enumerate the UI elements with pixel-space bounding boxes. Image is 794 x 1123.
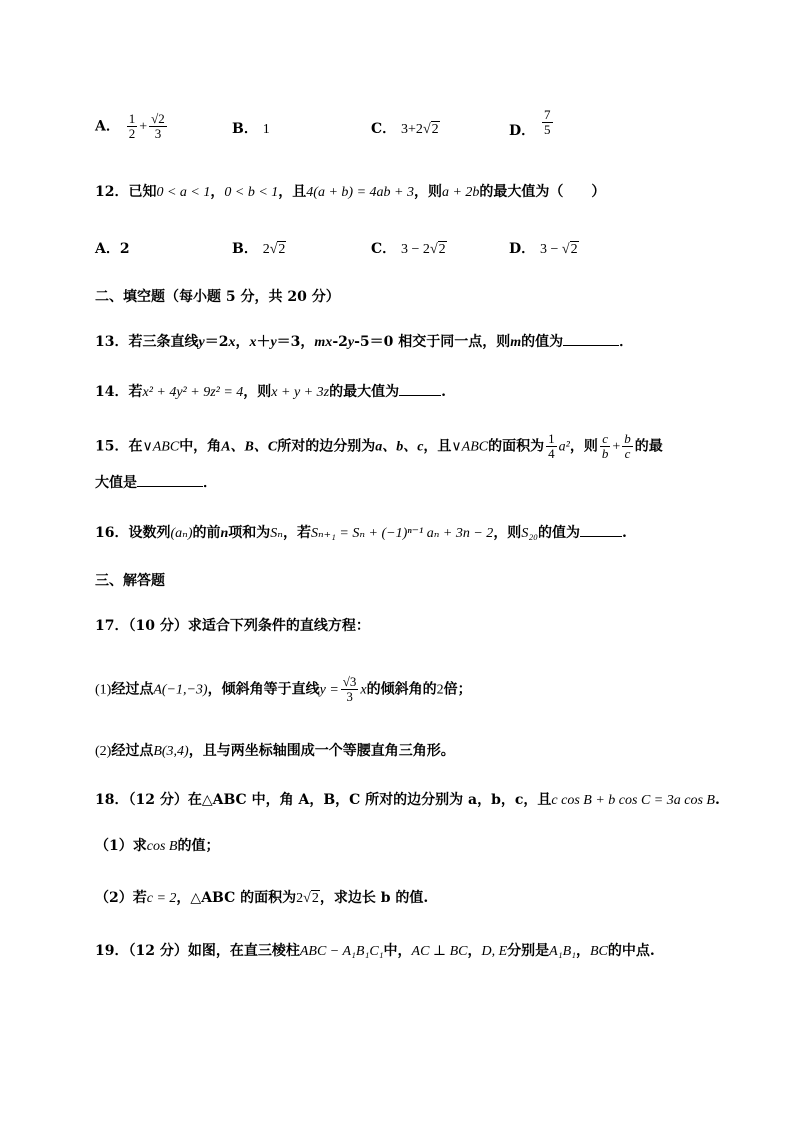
question-18-part-2 xyxy=(95,888,734,909)
section-title: 三、解答题 xyxy=(95,573,165,589)
denominator: 3 xyxy=(346,689,353,704)
question-17 xyxy=(95,616,734,636)
question-17-part-2 xyxy=(95,741,734,762)
question-12 xyxy=(95,182,734,203)
math-expression: Sₙ₊₁ = Sₙ + (−1)ⁿ⁻¹ aₙ + 3n − 2 xyxy=(310,526,494,541)
question-title: 18．（12 分）在△ABC 中，角 A，B，C 所对的边分别为 a，b，c，且 xyxy=(95,792,552,808)
denominator: 4 xyxy=(548,446,555,461)
numerator: b xyxy=(624,431,631,446)
fraction xyxy=(149,112,167,141)
question-text: 大值是 xyxy=(95,475,137,491)
question-text: -2 xyxy=(332,334,348,350)
option-value: 2√2 xyxy=(262,242,286,257)
question-13 xyxy=(95,331,734,353)
numerator: √3 xyxy=(342,674,357,689)
question-text: 的最大值为（ ） xyxy=(479,184,606,200)
question-text: 分别是 xyxy=(507,943,550,959)
option-label: C． xyxy=(371,241,397,257)
radicand: 2 xyxy=(278,242,286,257)
denominator: b xyxy=(601,446,609,461)
math-var: x xyxy=(228,335,236,350)
option-value: 1 xyxy=(262,122,270,137)
math-expression: c cos B + b cos C = 3a cos B xyxy=(551,793,715,808)
option-label: A． xyxy=(95,241,120,257)
math-var: y xyxy=(347,335,355,350)
value-prefix: 3+2 xyxy=(401,122,423,137)
math-expression: A₁B₁ xyxy=(549,944,576,959)
question-title: 19．（12 分）如图，在直三棱柱 xyxy=(95,943,300,959)
answer-blank[interactable] xyxy=(580,522,622,537)
question-text: ，求边长 b 的值. xyxy=(319,890,429,906)
part-label: (2) xyxy=(95,744,112,759)
math-expression: y = xyxy=(319,682,339,698)
question-text: ，若 xyxy=(282,525,311,541)
value-prefix: 2 xyxy=(296,891,304,906)
math-vars: A、B、C xyxy=(221,439,278,455)
math-expression: a² xyxy=(558,439,570,455)
math-expression: Sₙ xyxy=(270,526,283,541)
math-expression: x² + 4y² + 9z² = 4 xyxy=(142,385,244,400)
numerator: 1 xyxy=(128,111,136,126)
math-expression: BC xyxy=(590,944,608,959)
question-text: 项和为 xyxy=(228,525,271,541)
punctuation: ． xyxy=(619,334,634,350)
question-text: 中，角 xyxy=(179,438,222,455)
math-expression: 2√2 xyxy=(296,891,319,906)
punctuation: . xyxy=(441,384,446,400)
value-prefix: 2 xyxy=(262,242,270,257)
question-text: ＝3， xyxy=(276,334,315,350)
question-text: ，则 xyxy=(413,184,442,200)
question-18 xyxy=(95,790,734,811)
question-text: ，则 xyxy=(243,384,272,400)
question-text: ，且 xyxy=(423,438,452,455)
answer-blank[interactable] xyxy=(137,472,203,487)
math-expression: 0 < b < 1 xyxy=(224,185,279,200)
question-18-part-1 xyxy=(95,836,734,857)
question-text: 的倾斜角的 xyxy=(366,681,437,698)
question-text: 15．在 xyxy=(95,438,143,455)
math-var: y xyxy=(270,335,277,350)
question-text: 所对的边分别为 xyxy=(277,438,376,455)
math-expression: A(−1,−3) xyxy=(153,682,208,698)
math-expression: ABC − A₁B₁C₁ xyxy=(299,944,384,959)
question-16 xyxy=(95,522,734,544)
math-expression: a + 2b xyxy=(441,185,480,200)
question-text: 的值； xyxy=(177,838,220,854)
q12-option-d xyxy=(509,238,579,258)
question-number: 12． xyxy=(95,184,129,200)
math-var: n xyxy=(220,526,229,541)
question-text: 16．设数列 xyxy=(95,525,171,541)
question-text: 经过点 xyxy=(111,681,154,698)
fraction xyxy=(127,112,138,141)
math-var: x xyxy=(249,335,257,350)
section-heading-fill-in xyxy=(95,287,734,307)
fraction xyxy=(542,108,553,137)
question-text: ＋ xyxy=(256,334,271,350)
question-text: -5＝0 相交于同一点，则 xyxy=(354,334,511,350)
math-expression: AC ⊥ BC xyxy=(411,944,468,959)
math-expression: c = 2 xyxy=(146,891,177,906)
math-var: y xyxy=(198,335,205,350)
denominator: 3 xyxy=(154,126,162,141)
math-var: m xyxy=(510,335,522,350)
question-15 xyxy=(95,432,734,461)
question-text: 的前 xyxy=(192,525,221,541)
value-prefix: 3 − xyxy=(540,242,562,257)
question-text: 14．若 xyxy=(95,384,143,400)
math-expression: ∨ABC xyxy=(142,439,180,455)
question-text: 的中点. xyxy=(607,943,655,959)
question-text: ，则 xyxy=(493,525,522,541)
punctuation: ， xyxy=(467,943,482,959)
fraction xyxy=(546,432,557,461)
question-text: ，倾斜角等于直线 xyxy=(207,681,320,698)
option-label: D． xyxy=(509,122,536,139)
question-title: 17．（10 分）求适合下列条件的直线方程： xyxy=(95,618,370,634)
question-text: （1）求 xyxy=(95,838,147,854)
math-var: x xyxy=(360,682,367,698)
question-text: 的最 xyxy=(634,438,663,455)
question-text: 已知 xyxy=(128,184,157,200)
math-number: 2 xyxy=(436,682,444,698)
question-text: 的面积为 xyxy=(488,438,545,455)
q12-option-b xyxy=(232,238,286,258)
plus-sign: + xyxy=(139,119,148,135)
q11-option-a xyxy=(95,112,169,141)
fraction xyxy=(341,675,359,704)
answer-blank[interactable] xyxy=(399,381,441,396)
punctuation: ， xyxy=(210,184,225,200)
radicand: 2 xyxy=(438,242,446,257)
value-prefix: 3 − 2 xyxy=(401,242,430,257)
part-label: (1) xyxy=(95,682,112,698)
answer-blank[interactable] xyxy=(563,331,619,346)
punctuation: . xyxy=(622,525,627,541)
punctuation: ． xyxy=(203,475,217,491)
plus-sign: + xyxy=(612,439,621,455)
q11-option-d xyxy=(509,108,555,137)
q12-option-c xyxy=(371,238,447,258)
math-expression: D, E xyxy=(481,944,508,959)
option-label: B． xyxy=(232,241,258,257)
question-text: 倍； xyxy=(443,681,472,698)
math-expression: B(3,4) xyxy=(153,744,189,759)
denominator: 5 xyxy=(544,122,551,137)
numerator: c xyxy=(600,432,611,447)
question-text: ，则 xyxy=(569,438,598,455)
math-vars: a、b、c xyxy=(375,439,424,455)
option-value: 2 xyxy=(119,241,130,257)
question-17-part-1 xyxy=(95,675,734,704)
fraction xyxy=(622,432,633,461)
math-expression: 4(a + b) = 4ab + 3 xyxy=(306,185,414,200)
question-text: 中， xyxy=(383,943,412,959)
option-label: A． xyxy=(95,118,120,135)
radicand: 2 xyxy=(311,891,319,906)
question-text: 的值为 xyxy=(538,525,581,541)
question-text: ，且 xyxy=(278,184,307,200)
punctuation: . xyxy=(714,792,720,808)
question-text: 经过点 xyxy=(111,743,154,759)
fraction xyxy=(600,432,611,461)
q12-option-a xyxy=(95,238,130,258)
question-15-line-2 xyxy=(95,472,734,493)
math-expression: 0 < a < 1 xyxy=(156,185,211,200)
radicand: 2 xyxy=(570,242,578,257)
question-14 xyxy=(95,381,734,403)
question-text: 13．若三条直线 xyxy=(95,334,199,350)
section-title: 二、填空题（每小题 5 分，共 20 分） xyxy=(95,289,340,305)
math-var: mx xyxy=(314,335,333,350)
question-text: 的值为 xyxy=(521,334,564,350)
punctuation: ， xyxy=(235,334,250,350)
math-expression: cos B xyxy=(146,839,178,854)
math-expression: ∨ABC xyxy=(451,439,489,455)
option-label: B． xyxy=(232,121,258,137)
numerator: 7 xyxy=(544,107,551,122)
q11-option-c xyxy=(371,118,440,138)
option-value: 3+2√2 xyxy=(401,122,439,137)
denominator: 2 xyxy=(128,126,136,141)
option-value: 3 − √2 xyxy=(540,242,578,257)
option-label: C． xyxy=(371,121,397,137)
section-heading-solutions xyxy=(95,571,734,591)
math-expression: S₂₀ xyxy=(521,526,539,541)
question-text: （2）若 xyxy=(95,890,147,906)
radicand: 2 xyxy=(431,122,439,137)
question-text: ，△ABC 的面积为 xyxy=(176,890,297,906)
punctuation: ， xyxy=(576,943,590,959)
option-label: D． xyxy=(509,241,536,257)
question-text: ＝2 xyxy=(204,334,229,350)
math-expression: (aₙ) xyxy=(170,526,193,541)
numerator: √2 xyxy=(151,111,165,126)
question-19 xyxy=(95,941,734,962)
math-expression: x + y + 3z xyxy=(271,385,330,400)
numerator: 1 xyxy=(548,431,555,446)
question-text: 的最大值为 xyxy=(329,384,400,400)
denominator: c xyxy=(624,446,631,461)
option-value: 3 − 2√2 xyxy=(401,242,446,257)
question-text: ，且与两坐标轴围成一个等腰直角三角形。 xyxy=(188,743,455,759)
q11-option-b xyxy=(232,118,270,138)
